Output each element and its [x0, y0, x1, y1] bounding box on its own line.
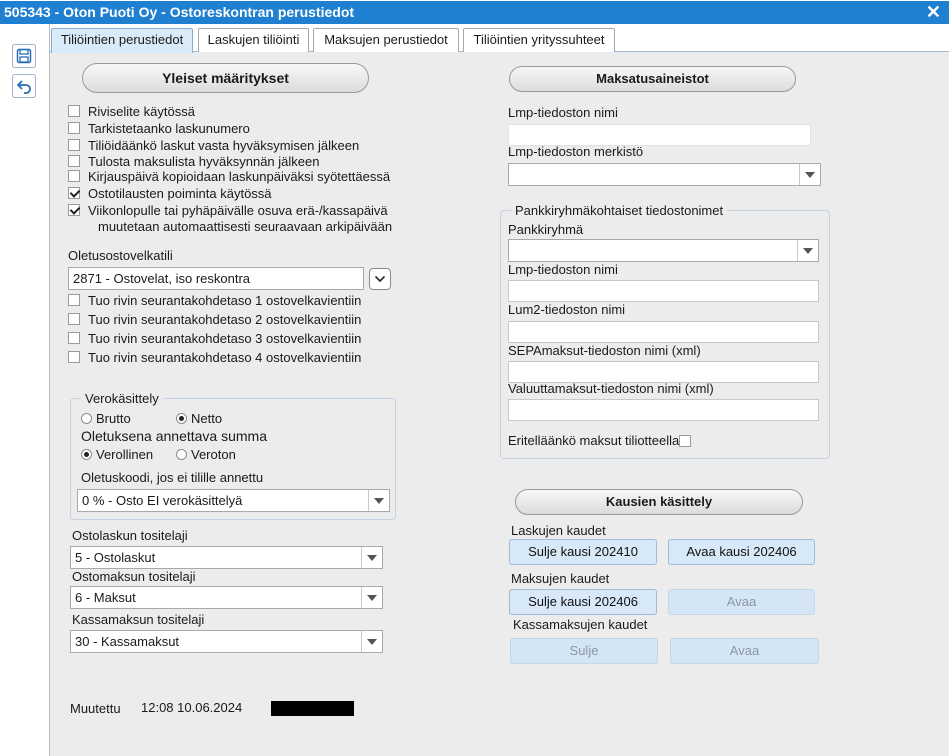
itemize-payments-checkbox[interactable]: [679, 435, 691, 447]
lum2-file-label: Lum2-tiedoston nimi: [508, 302, 626, 317]
modified-timestamp: 12:08 10.06.2024: [141, 700, 243, 715]
radio-button[interactable]: [81, 413, 92, 424]
invoice-periods-label: Laskujen kaudet: [511, 523, 606, 538]
save-icon[interactable]: [12, 44, 36, 68]
payment-material-heading: Maksatusaineistot: [509, 66, 796, 92]
currency-payments-file-input[interactable]: [508, 399, 819, 421]
checkbox[interactable]: [68, 204, 80, 216]
tax-code-label: Oletuskoodi, jos ei tilille annettu: [81, 470, 264, 485]
redacted-user: [271, 701, 354, 716]
checkbox[interactable]: [68, 170, 80, 182]
checkbox-row-weekend-date-shift[interactable]: [68, 203, 392, 235]
checkbox[interactable]: [68, 351, 80, 363]
lmp-file-name-input[interactable]: [508, 124, 811, 146]
checkbox-row-check-invoice-number[interactable]: Tarkistetaanko laskunumero: [68, 121, 250, 137]
dropdown-arrow-icon: [797, 240, 818, 261]
checkbox[interactable]: [68, 294, 80, 306]
window-title: 505343 - Oton Puoti Oy - Ostoreskontran perustiedot: [0, 1, 949, 24]
checkbox[interactable]: [68, 105, 80, 117]
checkbox-row-tracking-level-3[interactable]: Tuo rivin seurantakohdetaso 3 ostovelkavientiin: [68, 331, 361, 347]
checkbox[interactable]: [68, 313, 80, 325]
default-account-label: Oletusostovelkatili: [68, 248, 173, 263]
default-account-field[interactable]: 2871 - Ostovelat, iso reskontra: [68, 267, 364, 290]
default-amount-label: Oletuksena annettava summa: [81, 428, 267, 444]
dropdown-arrow-icon: [361, 547, 382, 568]
radio-button[interactable]: [176, 413, 187, 424]
lmp-charset-select[interactable]: [508, 163, 821, 186]
floppy-disk-icon: [16, 48, 32, 64]
purchase-payment-voucher-select[interactable]: 6 - Maksut: [70, 586, 383, 609]
cash-payment-voucher-select[interactable]: 30 - Kassamaksut: [70, 630, 383, 653]
chevron-down-icon: [374, 275, 386, 283]
lmp-file-name-label: Lmp-tiedoston nimi: [508, 105, 618, 120]
checkbox-row-copy-entry-date[interactable]: Kirjauspäivä kopioidaan laskunpäiväksi syötettäessä: [68, 169, 390, 185]
checkbox-label: Viikonlopulle tai pyhäpäivälle osuva erä-/kassapäivä: [88, 203, 388, 218]
sepa-file-label: SEPAmaksut-tiedoston nimi (xml): [508, 343, 701, 358]
checkbox-row-line-description[interactable]: Riviselite käytössä: [68, 104, 195, 120]
checkbox-row-tracking-level-1[interactable]: Tuo rivin seurantakohdetaso 1 ostovelkavientiin: [68, 293, 361, 309]
radio-veroton[interactable]: Veroton: [176, 447, 236, 462]
general-settings-heading: Yleiset määritykset: [82, 63, 369, 93]
purchase-invoice-voucher-select[interactable]: 5 - Ostolaskut: [70, 546, 383, 569]
undo-icon[interactable]: [12, 74, 36, 98]
checkbox[interactable]: [68, 139, 80, 151]
radio-verollinen[interactable]: Verollinen: [81, 447, 153, 462]
checkbox-label-continued: muutetaan automaattisesti seuraavaan arkipäivään: [98, 219, 393, 234]
tax-code-select[interactable]: 0 % - Osto EI verokäsittelyä: [77, 489, 390, 512]
checkbox-row-post-after-approval[interactable]: Tiliöidäänkö laskut vasta hyväksymisen jälkeen: [68, 138, 359, 154]
checkbox-row-tracking-level-2[interactable]: Tuo rivin seurantakohdetaso 2 ostovelkavientiin: [68, 312, 361, 328]
purchase-invoice-voucher-label: Ostolaskun tositelaji: [72, 528, 188, 543]
lum2-file-input[interactable]: [508, 321, 819, 343]
checkbox[interactable]: [68, 332, 80, 344]
return-arrow-icon: [16, 78, 32, 94]
bank-group-label: Pankkiryhmä: [508, 222, 584, 237]
dropdown-arrow-icon: [361, 631, 382, 652]
lmp-charset-label: Lmp-tiedoston merkistö: [508, 144, 644, 159]
tab-invoice-posting[interactable]: Laskujen tiliöinti: [198, 28, 309, 52]
account-lookup-button[interactable]: [369, 268, 391, 290]
checkbox[interactable]: [68, 122, 80, 134]
open-cash-period-button[interactable]: Avaa: [670, 638, 819, 664]
radio-brutto[interactable]: Brutto: [81, 411, 131, 426]
tax-handling-legend: Verokäsittely: [81, 391, 163, 406]
bank-lmp-file-label: Lmp-tiedoston nimi: [508, 262, 618, 277]
open-payment-period-button[interactable]: Avaa: [668, 589, 815, 615]
tab-payment-basics[interactable]: Maksujen perustiedot: [313, 28, 459, 52]
currency-payments-file-label: Valuuttamaksut-tiedoston nimi (xml): [508, 381, 714, 396]
tab-posting-company-relations[interactable]: Tiliöintien yrityssuhteet: [463, 28, 615, 52]
cash-payment-voucher-label: Kassamaksun tositelaji: [72, 612, 205, 627]
checkbox-row-tracking-level-4[interactable]: Tuo rivin seurantakohdetaso 4 ostovelkavientiin: [68, 350, 361, 366]
close-cash-period-button[interactable]: Sulje: [510, 638, 658, 664]
dropdown-arrow-icon: [799, 164, 820, 185]
close-invoice-period-button[interactable]: Sulje kausi 202410: [509, 539, 657, 565]
bank-lmp-file-input[interactable]: [508, 280, 819, 302]
close-icon[interactable]: ✕: [925, 2, 941, 22]
cash-periods-label: Kassamaksujen kaudet: [513, 617, 648, 632]
modified-label: Muutettu: [70, 701, 121, 716]
payment-periods-label: Maksujen kaudet: [511, 571, 610, 586]
sepa-file-input[interactable]: [508, 361, 819, 383]
open-invoice-period-button[interactable]: Avaa kausi 202406: [668, 539, 815, 565]
itemize-payments-label: Eritelläänkö maksut tiliotteella: [508, 433, 680, 448]
dropdown-arrow-icon: [368, 490, 389, 511]
bank-group-select[interactable]: [508, 239, 819, 262]
close-payment-period-button[interactable]: Sulje kausi 202406: [509, 589, 657, 615]
radio-netto[interactable]: Netto: [176, 411, 222, 426]
side-toolbar: [0, 24, 50, 756]
checkbox[interactable]: [68, 155, 80, 167]
radio-button[interactable]: [81, 449, 92, 460]
radio-button[interactable]: [176, 449, 187, 460]
purchase-payment-voucher-label: Ostomaksun tositelaji: [72, 569, 196, 584]
checkbox-row-purchase-order-picking[interactable]: Ostotilausten poiminta käytössä: [68, 186, 272, 202]
checkbox[interactable]: [68, 187, 80, 199]
dropdown-arrow-icon: [361, 587, 382, 608]
bank-group-files-legend: Pankkiryhmäkohtaiset tiedostonimet: [511, 203, 727, 218]
tab-posting-basics[interactable]: Tiliöintien perustiedot: [51, 28, 193, 53]
checkbox-row-print-payment-list[interactable]: Tulosta maksulista hyväksynnän jälkeen: [68, 154, 319, 170]
periods-heading: Kausien käsittely: [515, 489, 803, 515]
